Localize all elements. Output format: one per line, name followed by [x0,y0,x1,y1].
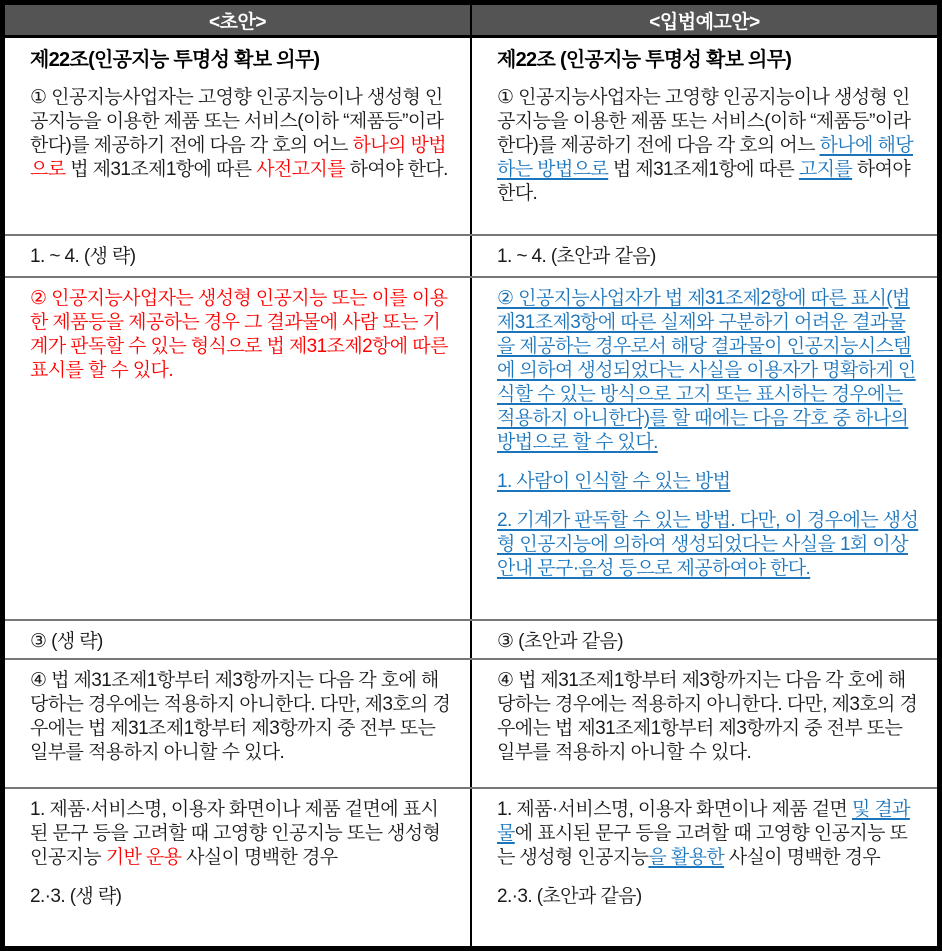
draft-cell-exception-items [5,789,470,947]
inserted-text-segment: 및 결과물 [497,799,910,844]
paragraph [30,798,452,870]
text-segment: 사실이 명백한 경우 [181,847,338,868]
text-segment: ① 인공지능사업자는 고영향 인공지능이나 생성형 인공지능을 이용한 제품 또는 서비스(이하 “제품등”이라 한다)를 제공하기 전에 다음 각 호의 어느 [30,87,444,156]
paragraph [30,245,452,269]
text-segment: ④ 법 제31조제1항부터 제3항까지는 다음 각 호에 해당하는 경우에는 적용하지 아니한다. 다만, 제3호의 경우에는 법 제31조제1항부터 제3항까지 중 전부 또는 일부를 적용하지 아니할 수 있다. [497,670,918,763]
table-row-items-1-4 [5,236,937,278]
notice-cell-paragraph-3 [470,621,937,658]
text-segment: ③ (생 략) [30,631,103,652]
inserted-text-segment: 하나에 해당하는 방법으로 [497,135,913,180]
notice-cell-items-1-4 [470,236,937,276]
table-row-paragraph-3 [5,621,937,660]
draft-cell-clause-intro [5,38,470,234]
notice-cell-exception-items [470,789,937,947]
table-row-paragraph-2 [5,278,937,621]
paragraph [497,885,919,909]
text-segment: 1. 제품·서비스명, 이용자 화면이나 제품 겉면 [497,799,852,820]
deleted-text-segment: 기반 운용 [105,847,182,868]
text-segment: 제22조(인공지능 투명성 확보 의무) [30,49,320,71]
paragraph [30,669,452,765]
inserted-text-segment: 1. 사람이 인식할 수 있는 방법 [497,471,731,492]
paragraph [30,885,452,909]
paragraph [497,798,919,870]
text-segment: 1. ~ 4. (생 략) [30,246,136,267]
draft-cell-paragraph-4 [5,660,470,787]
notice-cell-clause-intro [470,38,937,234]
paragraph [497,669,919,765]
table-row-exception-items [5,789,937,947]
draft-cell-paragraph-3 [5,621,470,658]
table-row-paragraph-4 [5,660,937,789]
paragraph [497,509,919,581]
table-header-row [5,5,937,38]
deleted-text-segment: 사전고지를 [256,159,345,180]
inserted-text-segment: 고지를 [798,159,853,180]
paragraph [497,86,919,206]
column-header-draft: <초안> [209,11,266,33]
text-segment: 2.·3. (초안과 같음) [497,886,642,907]
paragraph [30,630,452,654]
deleted-text-segment: 하나의 방법으로 [30,135,446,180]
paragraph [30,287,452,383]
paragraph [497,630,919,654]
text-segment: 법 제31조제1항에 따른 [608,159,799,180]
text-segment: 하여야 한다. [497,159,911,204]
text-segment: 2.·3. (생 략) [30,886,122,907]
text-segment: 1. 제품·서비스명, 이용자 화면이나 제품 겉면에 표시된 문구 등을 고려할 때 고영향 인공지능 또는 생성형 인공지능 [30,799,441,868]
paragraph [497,245,919,269]
paragraph [497,470,919,494]
text-segment: 제22조 (인공지능 투명성 확보 의무) [497,49,792,71]
inserted-text-segment: 을 활용한 [648,847,725,868]
draft-cell-items-1-4 [5,236,470,276]
draft-cell-paragraph-2 [5,278,470,619]
notice-cell-paragraph-2 [470,278,937,619]
inserted-text-segment: ② 인공지능사업자가 법 제31조제2항에 따른 표시(법 제31조제3항에 따른 실제와 구분하기 어려운 결과물을 제공하는 경우로서 해당 결과물이 인공지능시스템에 의하여 생성되었다는 사실을 이용자가 명확하게 인식할 수 있는 방식으로 고지 또는 표시하는 경우에는 적용하지 아니한다)를 할 때에는 다음 각호 중 하나의 방법으로 할 수 있다. [497,288,916,453]
text-segment: ③ (초안과 같음) [497,631,624,652]
column-header-legislative-notice: <입법예고안> [470,5,937,35]
text-segment: 법 제31조제1항에 따른 [65,159,257,180]
text-segment: 1. ~ 4. (초안과 같음) [497,246,656,267]
inserted-text-segment: 2. 기계가 판독할 수 있는 방법. 다만, 이 경우에는 생성형 인공지능에 의하여 생성되었다는 사실을 1회 이상 안내 문구·음성 등으로 제공하여야 한다. [497,510,919,579]
table-row-clause-intro [5,38,937,236]
clause-title [497,47,919,73]
paragraph [30,86,452,182]
text-segment: 하여야 한다. [344,159,448,180]
text-segment: ① 인공지능사업자는 고영향 인공지능이나 생성형 인공지능을 이용한 제품 또는 서비스(이하 “제품등”이라 한다)를 제공하기 전에 다음 각 호의 어느 [497,87,911,156]
deleted-text-segment: ② 인공지능사업자는 생성형 인공지능 또는 이를 이용한 제품등을 제공하는 경우 그 결과물에 사람 또는 기계가 판독할 수 있는 형식으로 법 제31조제2항에 따른 표시를 할 수 있다. [30,288,448,381]
text-segment: 에 표시된 문구 등을 고려할 때 고영향 인공지능 또는 생성형 인공지능 [497,823,908,868]
clause-title [30,47,452,73]
text-segment: ④ 법 제31조제1항부터 제3항까지는 다음 각 호에 해당하는 경우에는 적용하지 아니한다. 다만, 제3호의 경우에는 법 제31조제1항부터 제3항까지 중 전부 또는 일부를 적용하지 아니할 수 있다. [30,670,451,763]
paragraph [497,287,919,455]
notice-cell-paragraph-4 [470,660,937,787]
text-segment: 사실이 명백한 경우 [724,847,881,868]
